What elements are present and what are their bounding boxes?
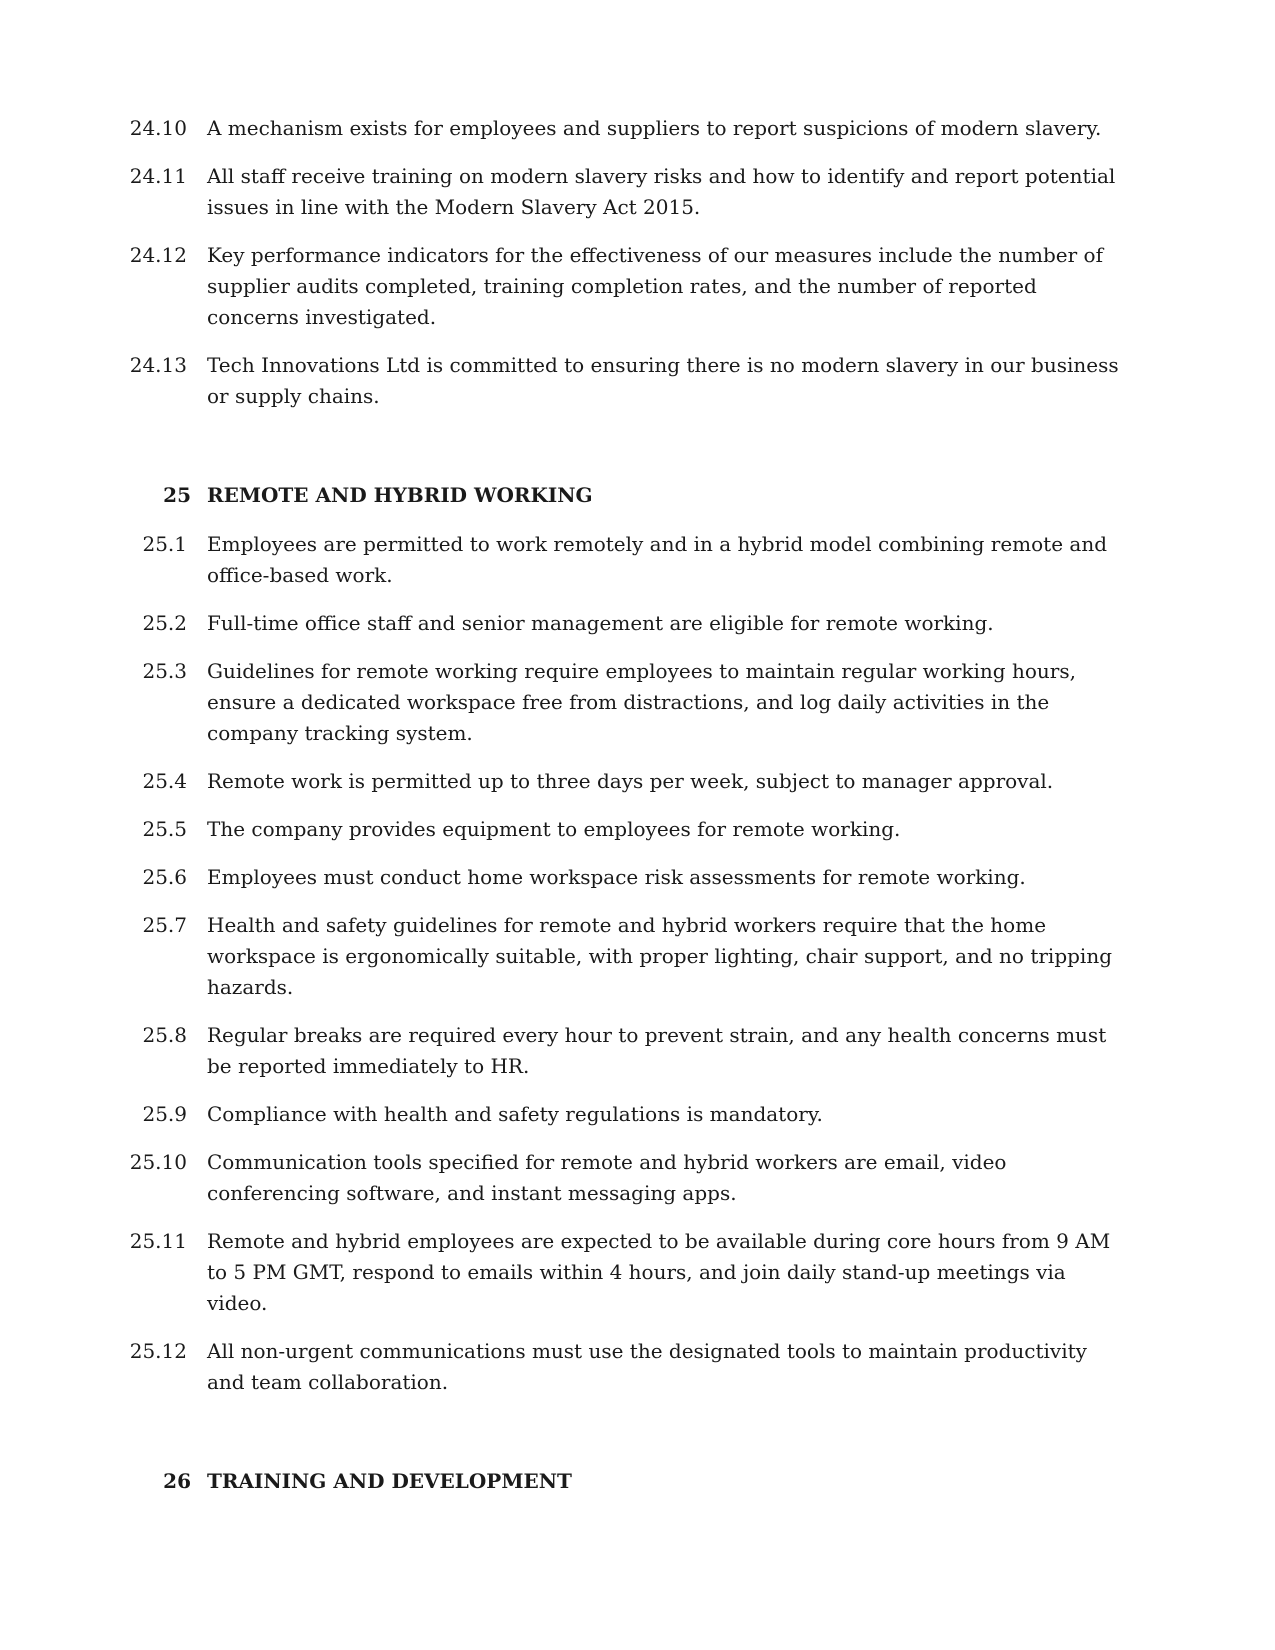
clause-text: Key performance indicators for the effectiveness of our measures include the number of supplier audits completed, training completion rates, and the number of reported concerns investigated. bbox=[207, 243, 1103, 329]
clause-25-6 bbox=[142, 862, 1127, 893]
clause-text: Health and safety guidelines for remote and hybrid workers require that the home workspace is ergonomically suitable, with proper lighting, chair support, and no tripping hazards. bbox=[207, 913, 1112, 999]
clause-text: Employees are permitted to work remotely and in a hybrid model combining remote and office-based work. bbox=[207, 532, 1108, 587]
clause-number: 25.11 bbox=[129, 1229, 187, 1253]
clause-25-3 bbox=[142, 656, 1127, 749]
clause-text: Employees must conduct home workspace risk assessments for remote working. bbox=[207, 865, 1026, 889]
clause-25-11 bbox=[129, 1226, 1127, 1319]
clause-24-11 bbox=[129, 161, 1127, 223]
clause-25-9 bbox=[142, 1099, 1127, 1130]
clause-number: 25.8 bbox=[142, 1023, 187, 1047]
clause-24-12 bbox=[129, 240, 1127, 333]
section-title: REMOTE AND HYBRID WORKING bbox=[207, 483, 593, 507]
clause-number: 24.13 bbox=[129, 353, 187, 377]
clause-25-7 bbox=[142, 910, 1127, 1003]
clause-text: Communication tools specified for remote and hybrid workers are email, video conferencing software, and instant messaging apps. bbox=[207, 1150, 1007, 1205]
clause-number: 25.5 bbox=[142, 817, 187, 841]
clause-number: 25.7 bbox=[142, 913, 187, 937]
clause-25-2 bbox=[142, 608, 1127, 639]
clause-number: 25.9 bbox=[142, 1102, 187, 1126]
clause-number: 25.12 bbox=[129, 1339, 187, 1363]
clause-text: Regular breaks are required every hour to prevent strain, and any health concerns must be reported immediately to HR. bbox=[207, 1023, 1107, 1078]
clause-text: Remote work is permitted up to three days per week, subject to manager approval. bbox=[207, 769, 1054, 793]
section-heading-25 bbox=[163, 480, 1127, 511]
clause-text: Guidelines for remote working require employees to maintain regular working hours, ensure a dedicated workspace free from distractions, and log daily activities in the company tracking system. bbox=[207, 659, 1076, 745]
clause-text: Compliance with health and safety regulations is mandatory. bbox=[207, 1102, 823, 1126]
clause-number: 25.4 bbox=[142, 769, 187, 793]
clause-text: All non-urgent communications must use the designated tools to maintain productivity and team collaboration. bbox=[207, 1339, 1087, 1394]
clause-text: The company provides equipment to employees for remote working. bbox=[207, 817, 901, 841]
clause-number: 24.11 bbox=[129, 164, 187, 188]
section-heading-26 bbox=[163, 1466, 1127, 1497]
clause-25-10 bbox=[129, 1147, 1127, 1209]
clause-number: 24.12 bbox=[129, 243, 187, 267]
clause-25-1 bbox=[142, 529, 1127, 591]
clause-24-13 bbox=[129, 350, 1127, 412]
section-number: 25 bbox=[163, 483, 191, 507]
clause-number: 24.10 bbox=[129, 116, 187, 140]
clause-number: 25.2 bbox=[142, 611, 187, 635]
clause-number: 25.6 bbox=[142, 865, 187, 889]
clause-text: Full-time office staff and senior management are eligible for remote working. bbox=[207, 611, 994, 635]
clause-text: Remote and hybrid employees are expected to be available during core hours from 9 AM to 5 PM GMT, respond to emails within 4 hours, and join daily stand-up meetings via video. bbox=[207, 1229, 1111, 1315]
section-title: TRAINING AND DEVELOPMENT bbox=[207, 1469, 572, 1493]
clause-25-4 bbox=[142, 766, 1127, 797]
clause-text: Tech Innovations Ltd is committed to ensuring there is no modern slavery in our business or supply chains. bbox=[207, 353, 1119, 408]
clause-25-12 bbox=[129, 1336, 1127, 1398]
section-number: 26 bbox=[163, 1469, 191, 1493]
clause-25-5 bbox=[142, 814, 1127, 845]
clause-text: All staff receive training on modern slavery risks and how to identify and report potential issues in line with the Modern Slavery Act 2015. bbox=[207, 164, 1116, 219]
clause-number: 25.10 bbox=[129, 1150, 187, 1174]
clause-number: 25.1 bbox=[142, 532, 187, 556]
clause-24-10 bbox=[129, 113, 1127, 144]
clause-number: 25.3 bbox=[142, 659, 187, 683]
clause-text: A mechanism exists for employees and suppliers to report suspicions of modern slavery. bbox=[207, 116, 1102, 140]
clause-25-8 bbox=[142, 1020, 1127, 1082]
